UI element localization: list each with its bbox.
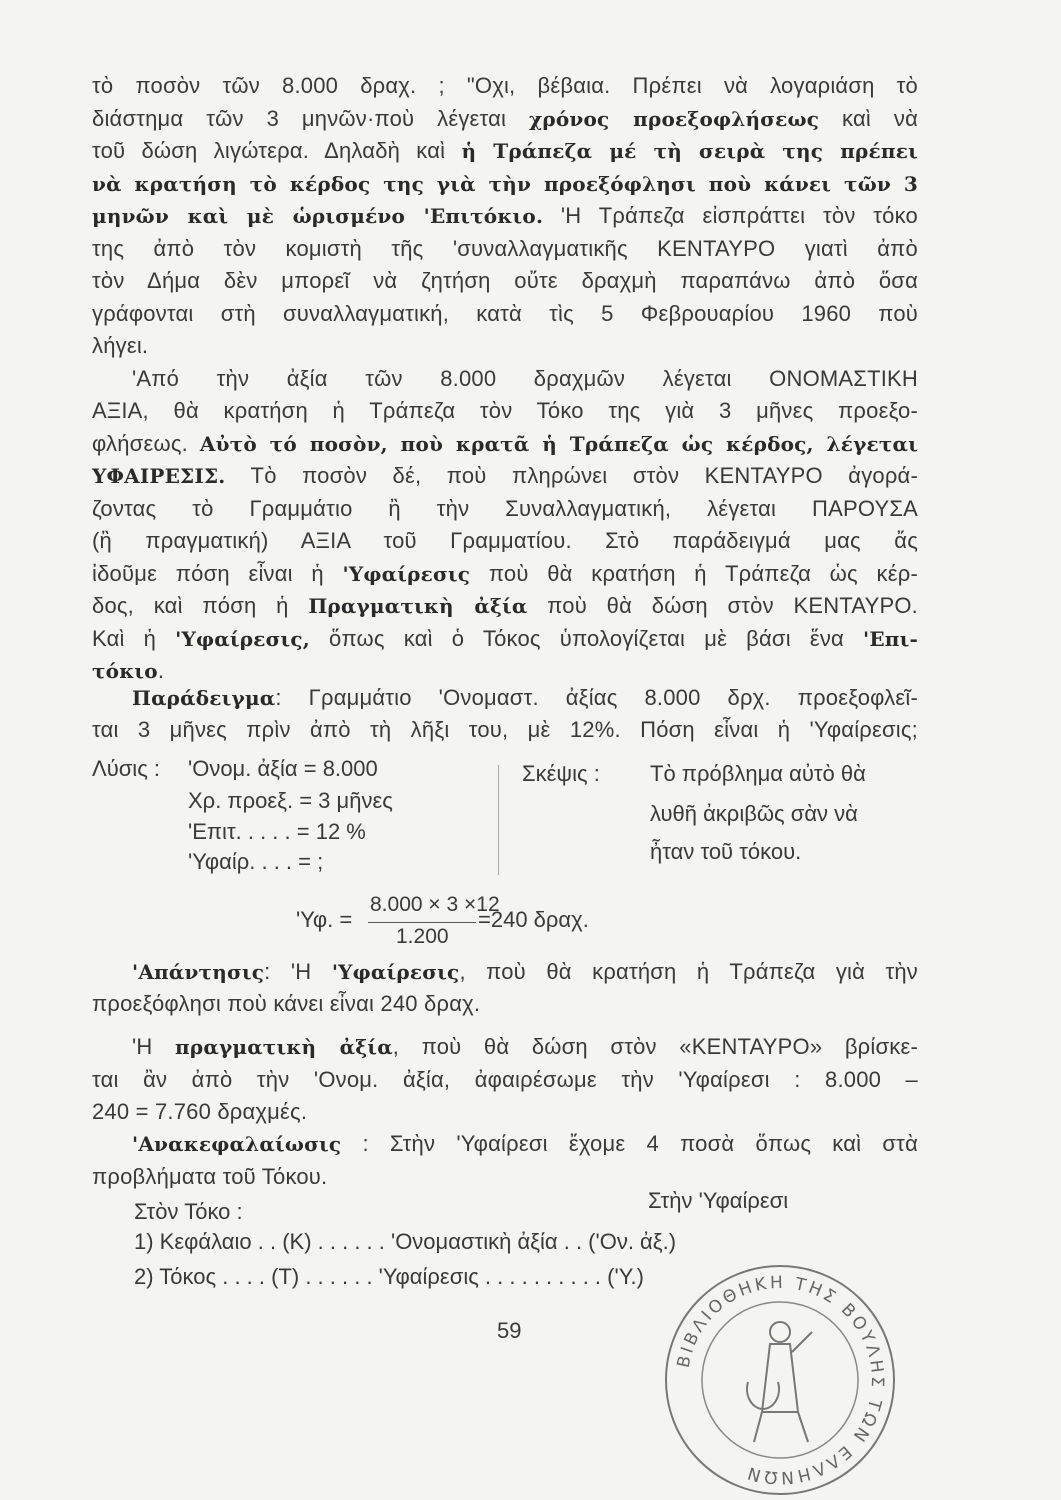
text: 'Η Τράπεζα εἰσπράττει τὸν τόκο [543,203,918,228]
text: ἰδοῦμε πόση εἶναι ἡ [92,560,343,586]
text: φλήσεως. [92,430,200,456]
text: 'Η [132,1034,176,1059]
text-line [92,137,918,165]
bold-text: μηνῶν καὶ μὲ ὡρισμένο 'Επιτόκιο. [92,204,544,228]
text-line [92,430,918,458]
text: τοῦ δώση λιγώτερα. Δηλαδὴ καὶ [92,138,462,163]
text-line [92,72,918,100]
solution-label: Λύσις : [92,756,161,781]
text-line [92,1033,918,1061]
text: προεξόφλησι ποὺ κάνει εἶναι 240 δραχ. [92,991,481,1016]
text-line [92,1098,918,1126]
bold-text: 'Υφαίρεσις [342,561,471,586]
text-line [92,1130,918,1158]
formula-rhs: =240 δραχ. [478,907,589,932]
solution-row: 'Ονομ. ἀξία = 8.000 [188,756,378,781]
bold-text: 'Επι- [863,626,919,651]
text-line [92,657,918,685]
divider [498,765,499,875]
bold-text: ΥΦΑΙΡΕΣΙΣ. [92,464,226,488]
bold-text: 'Απάντησις [132,960,265,984]
text: 240 = 7.760 δραχμές. [92,1099,308,1124]
bold-text: ἡ Τράπεζα μέ τὴ σειρὰ της πρέπει [461,139,918,163]
page-number: 59 [497,1318,522,1343]
text-line [92,300,918,328]
text: ται ἂν ἀπὸ τὴν 'Ονομ. ἀξία, ἀφαιρέσωμε τὴν 'Υφαίρεσι : 8.000 – [92,1067,918,1092]
bold-text: νὰ κρατήση τὸ κέρδος της γιὰ τὴν προεξόφλησι ποὺ κάνει τῶν 3 [92,171,918,196]
text: Καὶ ἡ [92,625,176,651]
text-line [92,105,918,133]
thought-line: Τὸ πρόβλημα αὐτὸ θὰ [650,761,866,786]
text-line [92,958,918,986]
bold-text: τόκιο [92,659,158,683]
text-line [92,235,918,263]
thought-line: λυθῆ ἀκριβῶς σὰν νὰ [650,801,858,826]
text: : 'Η [264,959,332,984]
text: γράφονται στὴ συναλλαγματική, κατὰ τὶς 5 Φεβρουαρίου 1960 ποὺ [92,300,918,326]
text: λήγει. [92,333,149,358]
svg-text:ΒΙΒΛΙΟΘΗΚΗ ΤΗΣ ΒΟΥΛΗΣ ΤΩΝ ΕΛΛΗ: ΒΙΒΛΙΟΘΗΚΗ ΤΗΣ ΒΟΥΛΗΣ ΤΩΝ ΕΛΛΗΝΩΝ [673,1272,888,1488]
summary-row: 1) Κεφάλαιο . . (Κ) . . . . . . 'Ονομαστικὴ ἀξία . . ('Ον. ἀξ.) [134,1229,677,1254]
solution-row: 'Επιτ. . . . . = 12 % [188,819,366,844]
text: διάστημα τῶν 3 μηνῶν·ποὺ λέγεται [92,105,530,131]
bold-text: 'Υφαίρεσις, [175,626,310,651]
text-line [92,397,918,425]
bold-text: Παράδειγμα [132,686,276,710]
text: προβλήματα τοῦ Τόκου. [92,1164,328,1189]
bold-text: χρόνος προεξοφλήσεως [529,106,820,131]
text-line [92,990,918,1018]
text: ζοντας τὸ Γραμμάτιο ἢ τὴν Συναλλαγματική, λέγεται ΠΑΡΟΥΣΑ [92,495,918,521]
text: τὸν Δήμα δὲν μπορεῖ νὰ ζητήση οὔτε δραχμὴ παραπάνω ἀπὸ ὅσα [92,268,918,293]
text-line [92,527,918,555]
text: της ἀπὸ τὸν κομιστὴ τῆς 'συναλλαγματικῆς ΚΕΝΤΑΥΡΟ γιατὶ ἀπὸ [92,235,918,261]
summary-row: 2) Τόκος . . . . (Τ) . . . . . . 'Υφαίρεσις . . . . . . . . . . ('Υ.) [134,1264,644,1289]
text-line [92,267,918,295]
text: ποὺ θὰ δώση στὸν ΚΕΝΤΑΥΡΟ. [527,593,918,618]
bold-text: 'Υφαίρεσις [331,960,460,984]
text: ται 3 μῆνες πρὶν ἀπὸ τὴ λῆξι του, μὲ 12%. Πόση εἶναι ἡ 'Υφαίρεσις; [92,717,918,742]
formula-numerator: 8.000 × 3 ×12 [370,893,500,916]
text-line [92,202,918,230]
text-line [92,1163,918,1191]
text-line [92,365,918,393]
text: δος, καὶ πόση ἡ [92,593,309,618]
text: . [157,658,165,683]
text: (ἢ πραγματική) ΑΞΙΑ τοῦ Γραμματίου. Στὸ παράδειγμά μας ἄς [92,528,918,553]
text: : Γραμμάτιο 'Ονομαστ. ἀξίας 8.000 δρχ. προεξοφλεῖ- [275,685,918,710]
text: καὶ νὰ [819,105,918,131]
text-line [92,684,918,712]
text: , ποὺ θὰ κρατήση ἡ Τράπεζα γιὰ τὴν [459,959,918,984]
formula-denominator: 1.200 [396,925,449,948]
text: ποὺ θὰ κρατήση ἡ Τράπεζα ὡς κέρ- [470,560,918,586]
text-line [92,332,918,360]
text-line [92,462,918,490]
text: ὅπως καὶ ὁ Τόκος ὑπολογίζεται μὲ βάσι ἕνα [309,625,864,651]
text-line [92,170,918,198]
library-stamp [662,1262,898,1498]
text-line [92,716,918,744]
thought-line: ἦταν τοῦ τόκου. [650,839,802,864]
text: ΑΞΙΑ, θὰ κρατήση ἡ Τράπεζα τὸν Τόκο της γιὰ 3 μῆνες προεξο- [92,398,918,423]
bold-text: Αὐτὸ τό ποσὸν, ποὺ κρατᾶ ἡ Τράπεζα ὡς κέρδος, λέγεται [199,431,918,456]
solution-row: Χρ. προεξ. = 3 μῆνες [188,788,393,813]
solution-row: 'Υφαίρ. . . . = ; [188,849,324,874]
text-line [92,592,918,620]
text: 'Από τὴν ἀξία τῶν 8.000 δραχμῶν λέγεται ΟΝΟΜΑΣΤΙΚΗ [132,365,918,391]
text: : Στὴν 'Υφαίρεσι ἔχομε 4 ποσὰ ὅπως καὶ στὰ [341,1131,918,1156]
text-line [92,560,918,588]
text-line [92,495,918,523]
text: Τὸ ποσὸν δέ, ποὺ πληρώνει στὸν ΚΕΝΤΑΥΡΟ ἀγορά- [225,463,918,488]
summary-right-head: Στὴν 'Υφαίρεσι [648,1188,789,1213]
bold-text: 'Ανακεφαλαίωσις [132,1132,342,1156]
text: , ποὺ θὰ δώση στὸν «ΚΕΝΤΑΥΡΟ» βρίσκε- [392,1034,918,1059]
text-line [92,1066,918,1094]
bold-text: Πραγματικὴ ἀξία [308,594,528,618]
formula-lhs: 'Υφ. = [296,907,353,932]
thought-label: Σκέψις : [522,761,600,786]
text: τὸ ποσὸν τῶν 8.000 δραχ. ; "Οχι, βέβαια. Πρέπει νὰ λογαριάση τὸ [92,73,918,98]
summary-left-head: Στὸν Τόκο : [134,1199,243,1224]
text-line [92,625,918,653]
bold-text: πραγματικὴ ἀξία [175,1035,393,1059]
